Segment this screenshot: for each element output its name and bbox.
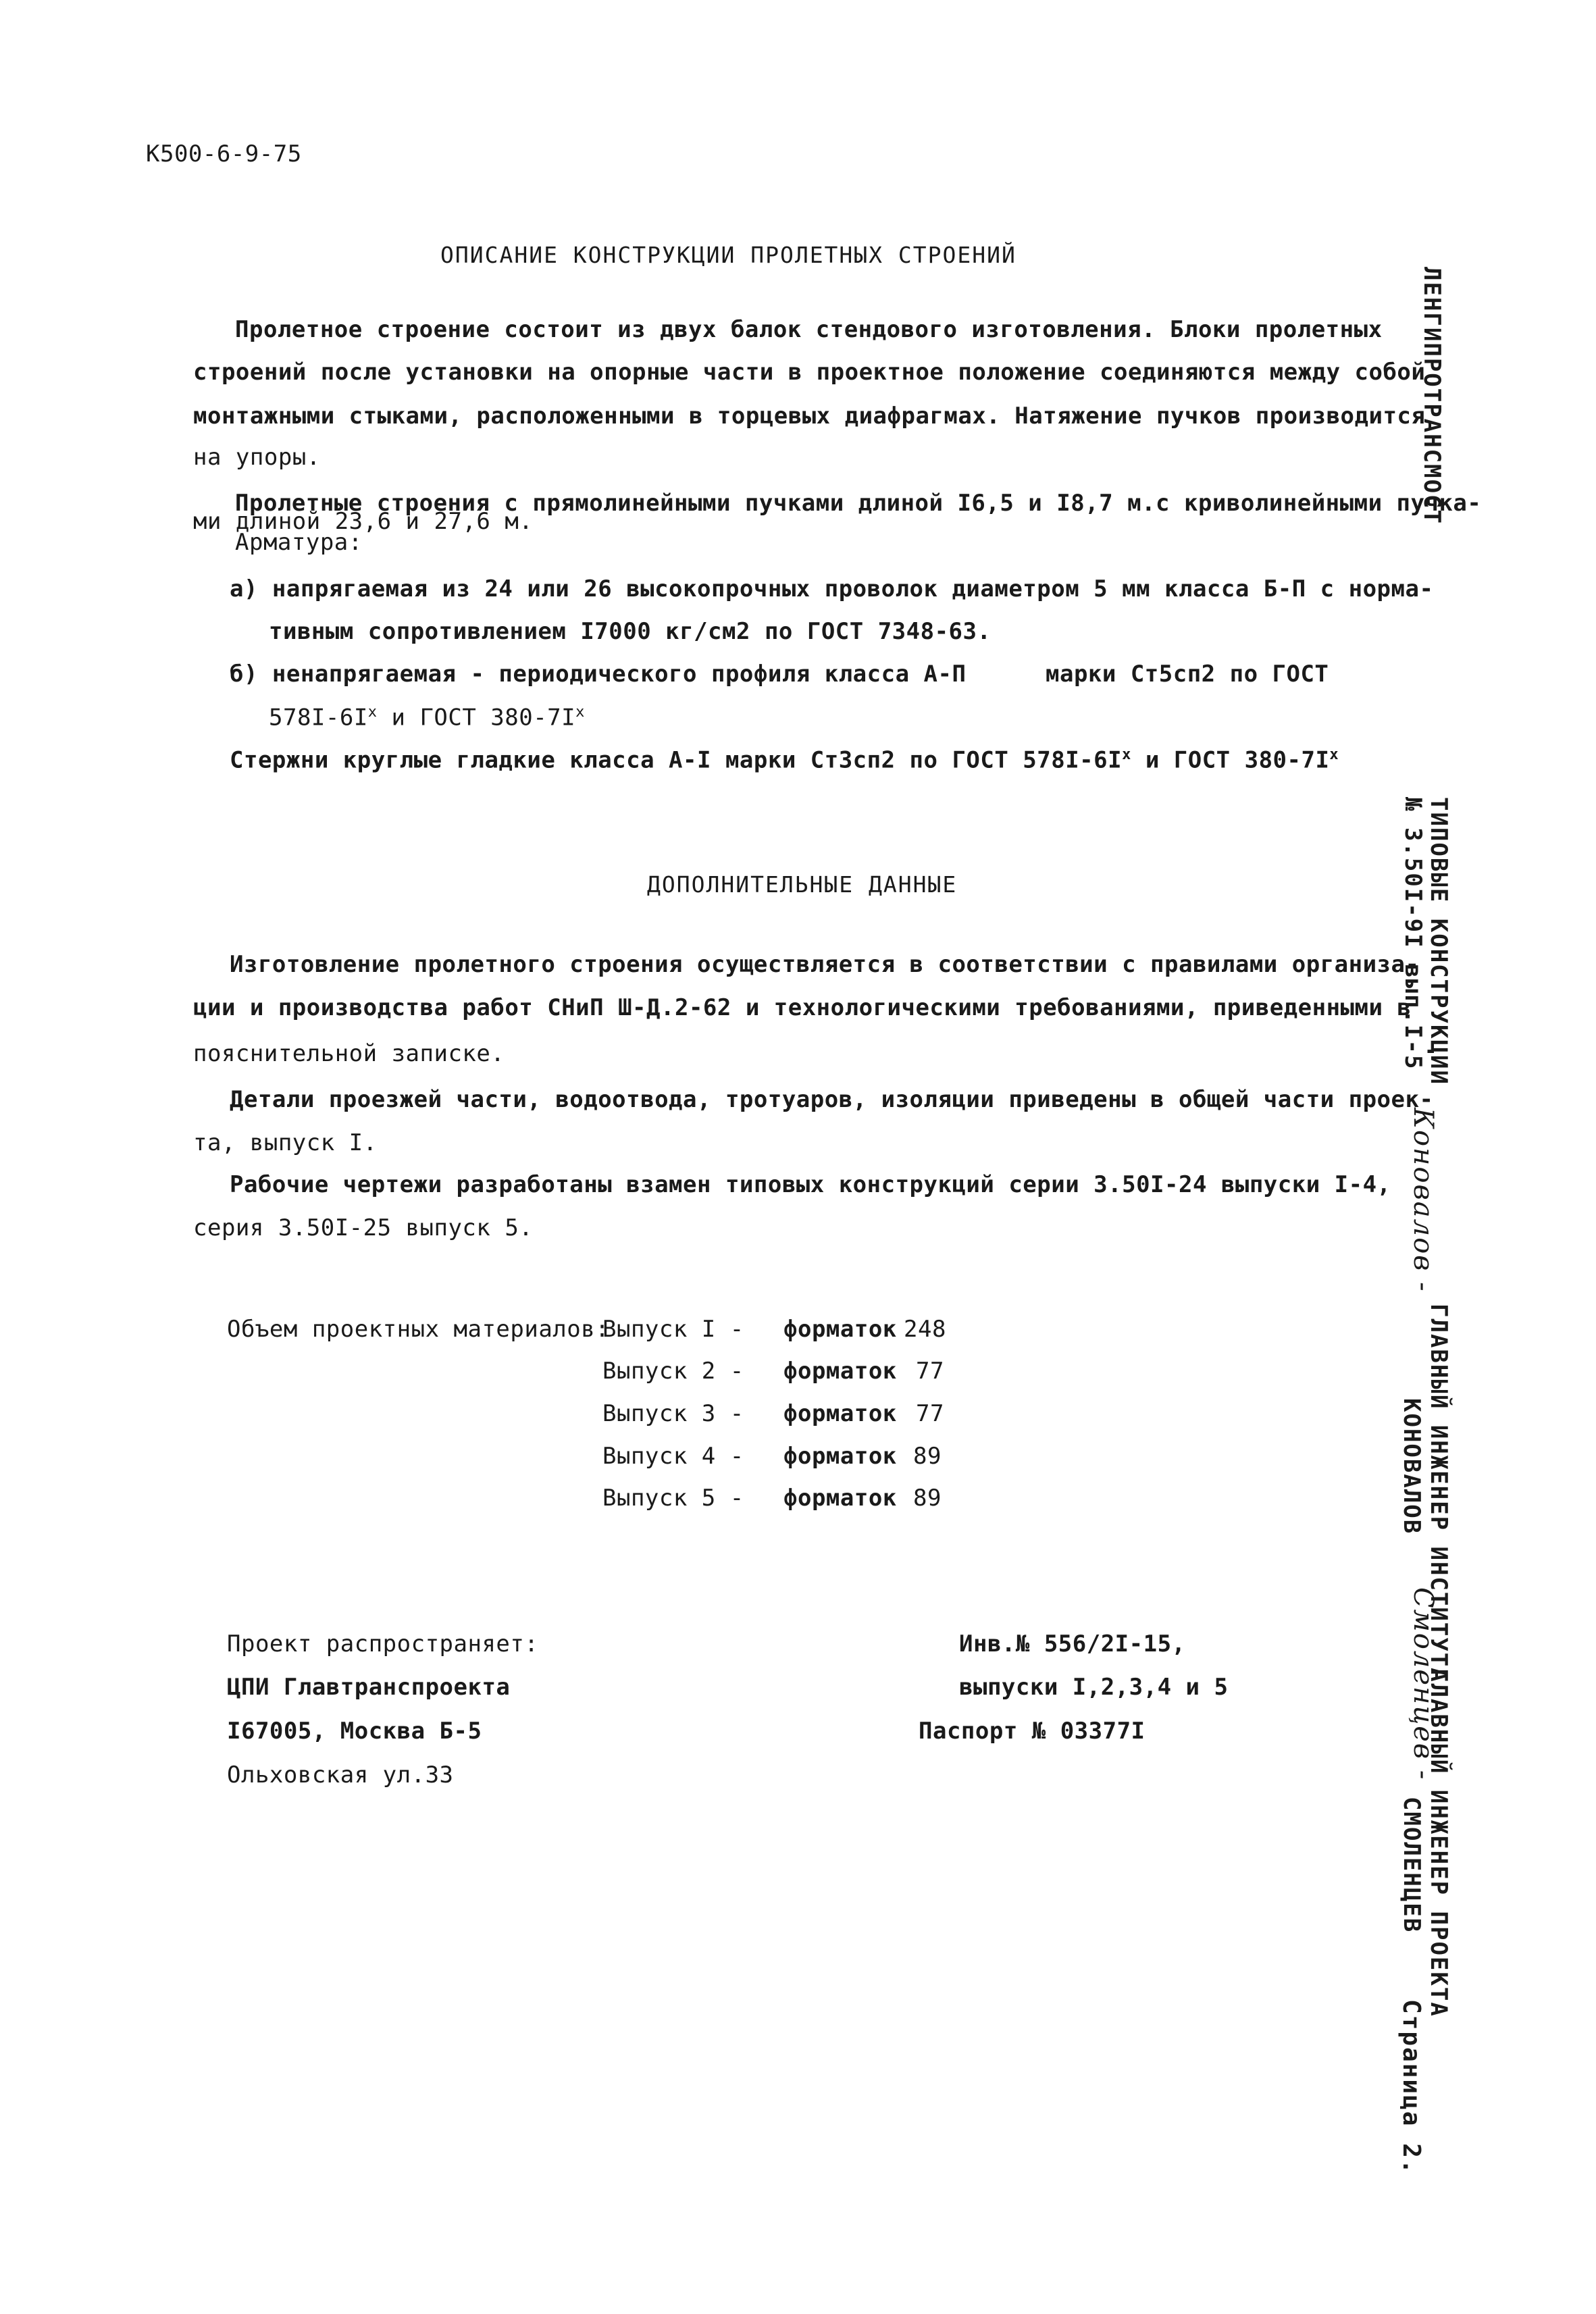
rods-line: Стержни круглые гладкие класса А-I марки Ст3сп2 по ГОСТ $578I-6I^х$ и ГОСТ $380-7I^х$	[230, 746, 1339, 774]
passport-number: Паспорт № 03377I	[919, 1718, 1145, 1745]
armature-item-a-line-2: тивным сопротивлением I7000 кг/см2 по ГОСТ 7348-63.	[269, 618, 992, 645]
armature-label: Арматура:	[235, 529, 363, 556]
sidebar-project-engineer-name: СМОЛЕНЦЕВ	[1398, 1797, 1425, 1934]
additional-line-7: серия 3.50I-25 выпуск 5.	[193, 1214, 534, 1241]
distribution-line: Проект распространяет:	[227, 1630, 539, 1657]
spans-line-2: ми длиной 23,6 и 27,6 м.	[193, 508, 534, 535]
armature-item-a-line-1: а) напрягаемая из 24 или 26 высокопрочных проволок диаметром 5 мм класса Б-П с норма-	[230, 575, 1434, 602]
inventory-issues: выпуски I,2,3,4 и 5	[959, 1674, 1229, 1701]
volume-count: 248	[904, 1316, 946, 1343]
chief-engineer-signature: Коновалов -	[1408, 1108, 1439, 1293]
volume-issue: Выпуск 4 -	[602, 1443, 744, 1470]
volume-issue: Выпуск 5 -	[602, 1485, 744, 1512]
section-title-description: ОПИСАНИЕ КОНСТРУКЦИИ ПРОЛЕТНЫХ СТРОЕНИЙ	[440, 242, 1016, 268]
project-engineer-signature: Смоленцев -	[1408, 1587, 1439, 1781]
inventory-number: Инв.№ 556/2I-15,	[959, 1630, 1186, 1657]
volume-count: 77	[916, 1400, 944, 1427]
section-title-additional: ДОПОЛНИТЕЛЬНЫЕ ДАННЫЕ	[647, 871, 958, 898]
distribution-line: I67005, Москва Б-5	[227, 1718, 482, 1745]
volume-issue: Выпуск 3 -	[602, 1400, 744, 1427]
document-code: К500-6-9-75	[146, 140, 302, 168]
volume-unit: форматок	[783, 1400, 897, 1427]
volume-count: 77	[916, 1358, 944, 1385]
sidebar-series-number: № 3.50I-9I вып.I-5	[1399, 797, 1426, 1071]
description-line-4: на упоры.	[193, 444, 321, 471]
additional-line-6: Рабочие чертежи разработаны взамен типовых конструкций серии 3.50I-24 выпуски I-4,	[230, 1171, 1391, 1198]
volume-label: Объем проектных материалов:	[227, 1316, 610, 1343]
sidebar-chief-engineer-title: ГЛАВНЫЙ ИНЖЕНЕР ИНСТИТУТА	[1425, 1304, 1452, 1683]
additional-line-4: Детали проезжей части, водоотвода, тротуаров, изоляции приведены в общей части проек-	[230, 1086, 1434, 1113]
description-line-1: Пролетное строение состоит из двух балок стендового изготовления. Блоки пролетных	[235, 316, 1383, 343]
armature-item-b-line-1: б) ненапрягаемая - периодического профиля класса А-П	[230, 661, 967, 688]
spans-line-1: Пролетные строения с прямолинейными пучками длиной I6,5 и I8,7 м.с криволинейными пучка-	[235, 490, 1482, 517]
volume-unit: форматок	[783, 1485, 897, 1512]
volume-count: 89	[913, 1443, 942, 1470]
distribution-line: ЦПИ Главтранспроекта	[227, 1674, 511, 1701]
volume-issue: Выпуск 2 -	[602, 1358, 744, 1385]
armature-item-b-grade: марки Ст5сп2 по ГОСТ	[1046, 661, 1329, 688]
armature-item-b-line-2: $578I-6I^х$ и ГОСТ $380-7I^х$	[269, 704, 585, 731]
volume-unit: форматок	[783, 1358, 897, 1385]
sidebar-chief-engineer-name: КОНОВАЛОВ	[1398, 1398, 1425, 1535]
page-number: Страница 2.	[1397, 1999, 1425, 2176]
description-line-2: строений после установки на опорные части в проектное положение соединяются между собой	[193, 359, 1426, 386]
additional-line-3: пояснительной записке.	[193, 1040, 505, 1067]
sidebar-project-engineer-title: ГЛАВНЫЙ ИНЖЕНЕР ПРОЕКТА	[1425, 1668, 1452, 2017]
additional-line-1: Изготовление пролетного строения осуществляется в соответствии с правилами организа-	[230, 951, 1420, 978]
volume-unit: форматок	[783, 1316, 897, 1343]
sidebar-organization: ЛЕНГИПРОТРАНСМОСТ	[1418, 267, 1445, 525]
description-line-3: монтажными стыками, расположенными в торцевых диафрагмах. Натяжение пучков производится	[193, 403, 1426, 430]
distribution-line: Ольховская ул.33	[227, 1762, 454, 1789]
volume-unit: форматок	[783, 1443, 897, 1470]
additional-line-5: та, выпуск I.	[193, 1129, 378, 1156]
additional-line-2: ции и производства работ СНиП Ш-Д.2-62 и технологическими требованиями, приведенными в	[193, 994, 1412, 1021]
volume-count: 89	[913, 1485, 942, 1512]
sidebar-series-title: ТИПОВЫЕ КОНСТРУКЦИИ	[1425, 797, 1452, 1085]
volume-issue: Выпуск I -	[602, 1316, 744, 1343]
